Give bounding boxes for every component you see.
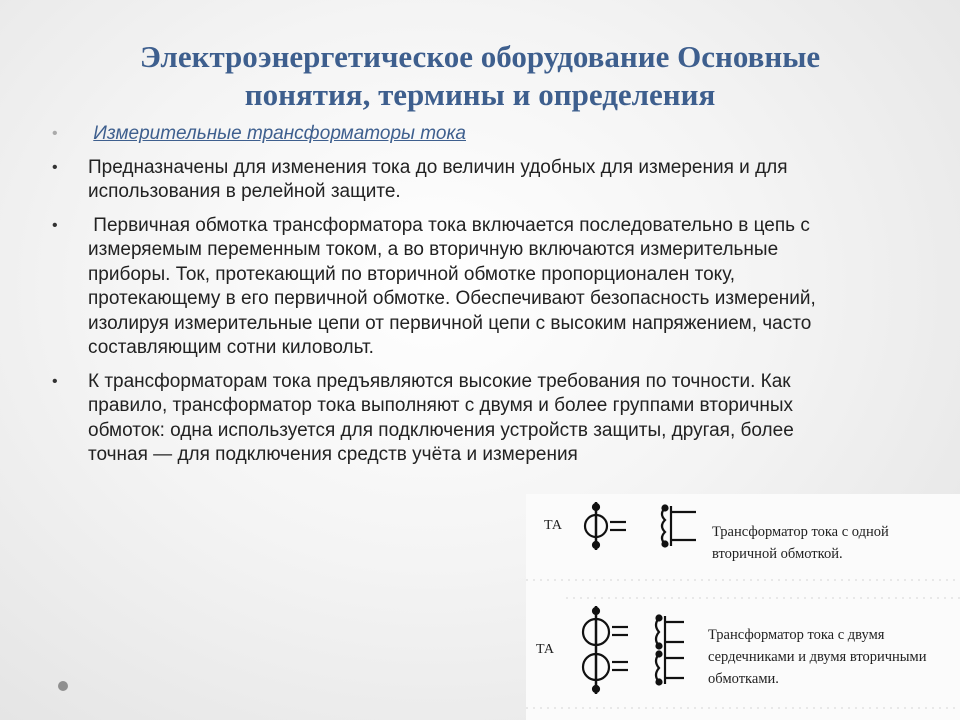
bullet-dot-icon: • <box>52 158 58 176</box>
bullet-item-primary-winding <box>52 214 842 361</box>
title-line-1: Электроэнергетическое оборудование Основные <box>139 39 821 74</box>
description-two-windings: Трансформатор тока с двумя сердечниками и двумя вторичными обмотками. <box>708 627 927 687</box>
transformer-diagram <box>526 494 960 720</box>
bullet-item-purpose <box>52 156 842 205</box>
heading-link[interactable]: Измерительные трансформаторы тока <box>93 123 466 144</box>
bullet-text: К трансформаторам тока предъявляются высокие требования по точности. Как правило, трансформатор тока выполняют с двумя и более группами вторичных обмоток: одна используется для подключения устройств защиты, другая, более точная — для подключения средств учёта и измерения <box>88 370 794 465</box>
description-single-winding: Трансформатор тока с одной вторичной обмоткой. <box>712 524 889 562</box>
bullet-item-requirements <box>52 370 842 468</box>
slide-title <box>40 38 920 114</box>
bullet-dot-icon: • <box>52 372 58 390</box>
title-line-2: понятия, термины и определения <box>244 77 716 112</box>
ta-label-2: ТА <box>536 642 554 657</box>
ta-label-1: ТА <box>544 518 562 533</box>
bullet-dot-icon: • <box>52 216 58 234</box>
bullet-list <box>52 122 842 477</box>
bullet-dot-icon: • <box>52 125 58 142</box>
empty-bullet-dot-icon <box>58 681 68 691</box>
bullet-text: Первичная обмотка трансформатора тока включается последовательно в цепь с измеряемым переменным током, а во вторичную включаются измерительные приборы. Ток, протекающий по вторичной обмотке пропорционален току, протекающему в его первичной обмотке. Обеспечивают безопасность измерений, изолируя измерительные цепи от первичной цепи с высоким напряжением, часто составляющим сотни киловольт. <box>88 214 816 358</box>
bullet-text: Предназначены для изменения тока до величин удобных для измерения и для использования в релейной защите. <box>88 156 788 202</box>
bullet-item-heading <box>52 122 842 147</box>
